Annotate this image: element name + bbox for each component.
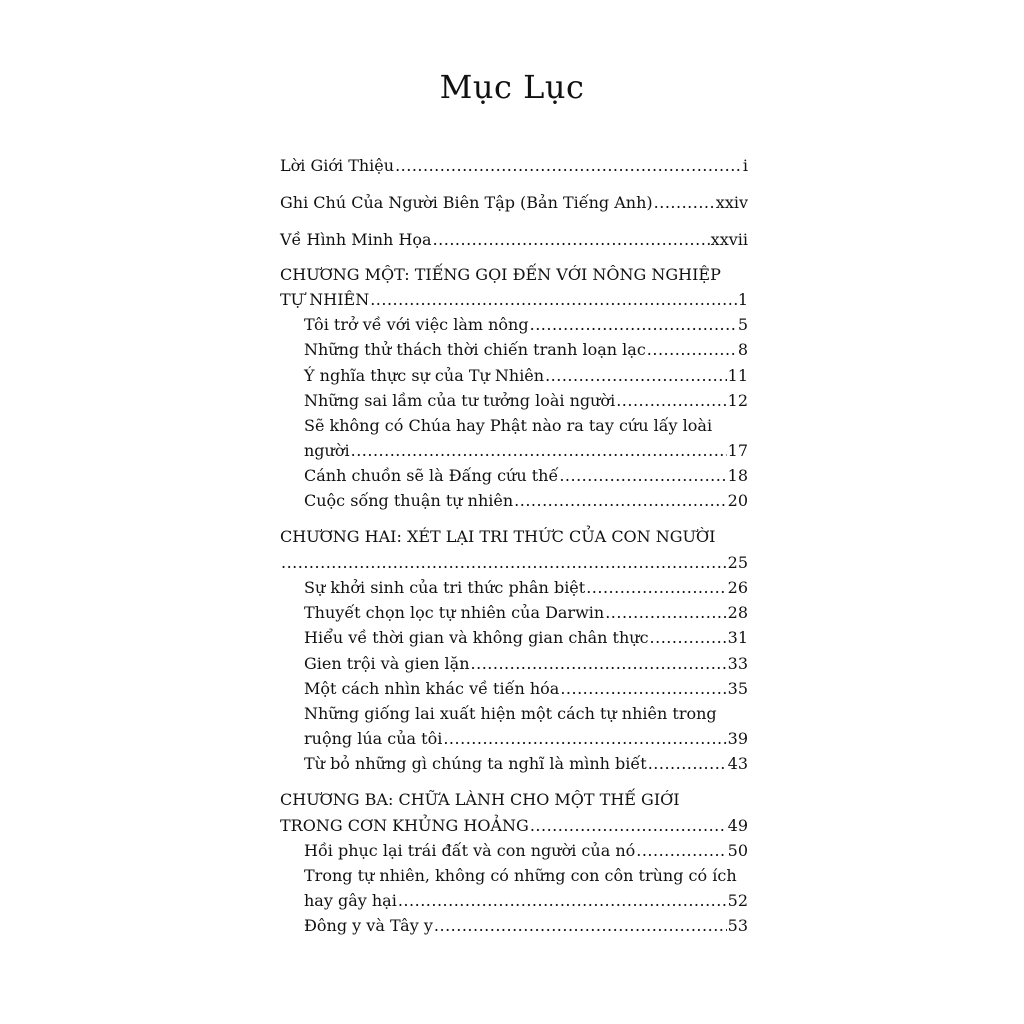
- toc-entry-page: 25: [727, 553, 748, 572]
- leader-dots: [395, 156, 742, 176]
- toc-entry-page: 12: [727, 391, 748, 410]
- leader-dots: [434, 916, 727, 936]
- chapter-2-heading[interactable]: CHƯƠNG HAI: XÉT LẠI TRI THỨC CỦA CON NGƯỜI: [280, 527, 716, 546]
- toc-entry-text: Về Hình Minh Họa: [280, 230, 432, 249]
- toc-entry-text: Cánh chuồn sẽ là Đấng cứu thế: [304, 466, 559, 485]
- leader-dots: [605, 603, 726, 623]
- toc-entry-page: 20: [727, 491, 748, 510]
- toc-entry-text: Hiểu về thời gian và không gian chân thực: [304, 628, 649, 647]
- chapter-3-heading[interactable]: CHƯƠNG BA: CHỮA LÀNH CHO MỘT THẾ GIỚI: [280, 790, 680, 809]
- toc-section[interactable]: [304, 340, 748, 360]
- toc-section[interactable]: [304, 841, 748, 861]
- leader-dots: [654, 193, 715, 213]
- toc-entry-text: Đông y và Tây y: [304, 916, 433, 935]
- chapter-1-heading[interactable]: CHƯƠNG MỘT: TIẾNG GỌI ĐẾN VỚI NÔNG NGHIỆP: [280, 265, 721, 284]
- toc-section[interactable]: [304, 916, 748, 936]
- toc-section[interactable]: Sẽ không có Chúa hay Phật nào ra tay cứu lấy loài: [304, 416, 713, 435]
- toc-entry-text: TRONG CƠN KHỦNG HOẢNG: [280, 816, 529, 835]
- toc-entry-editor-note[interactable]: [280, 193, 748, 213]
- toc-entry-text: Sự khởi sinh của tri thức phân biệt: [304, 578, 586, 597]
- toc-entry-text: Từ bỏ những gì chúng ta nghĩ là mình biết: [304, 754, 647, 773]
- toc-entry-text: Lời Giới Thiệu: [280, 156, 395, 175]
- toc-section-cont[interactable]: [304, 891, 748, 911]
- toc-entry-illustrations[interactable]: [280, 230, 748, 250]
- toc-entry-text: Ý nghĩa thực sự của Tự Nhiên: [304, 366, 545, 385]
- toc-entry-page: 11: [727, 366, 748, 385]
- leader-dots: [530, 816, 727, 836]
- leader-dots: [560, 679, 726, 699]
- leader-dots: [586, 578, 726, 598]
- toc-entry-page: 26: [727, 578, 748, 597]
- chapter-3-heading-cont[interactable]: [280, 816, 748, 836]
- toc-entry-page: 33: [727, 654, 748, 673]
- toc-section[interactable]: [304, 578, 748, 598]
- toc-entry-page: 17: [727, 441, 748, 460]
- toc-entry-text: ruộng lúa của tôi: [304, 729, 443, 748]
- toc-entry-page: 8: [737, 340, 748, 359]
- toc-entry-page: 5: [737, 315, 748, 334]
- toc-entry-text: Thuyết chọn lọc tự nhiên của Darwin: [304, 603, 605, 622]
- leader-dots: [398, 891, 727, 911]
- leader-dots: [650, 628, 727, 648]
- toc-section[interactable]: [304, 628, 748, 648]
- toc-entry-text: Hồi phục lại trái đất và con người của nó: [304, 841, 636, 860]
- toc-entry-page: 53: [727, 916, 748, 935]
- chapter-2-heading-cont[interactable]: [280, 553, 748, 573]
- toc-entry-page: 49: [727, 816, 748, 835]
- toc-section[interactable]: [304, 754, 748, 774]
- toc-section[interactable]: Trong tự nhiên, không có những con côn trùng có ích: [304, 866, 737, 885]
- toc-entry-page: xxvii: [710, 230, 748, 249]
- toc-section[interactable]: [304, 366, 748, 386]
- leader-dots: [514, 491, 726, 511]
- toc-entry-page: xxiv: [715, 193, 748, 212]
- toc-entry-page: 43: [727, 754, 748, 773]
- leader-dots: [559, 466, 726, 486]
- toc-entry-text: Gien trội và gien lặn: [304, 654, 470, 673]
- toc-section-cont[interactable]: [304, 441, 748, 461]
- toc-entry-page: 39: [727, 729, 748, 748]
- toc-entry-page: 1: [737, 290, 748, 309]
- toc-section-cont[interactable]: [304, 729, 748, 749]
- leader-dots: [545, 366, 727, 386]
- leader-dots: [281, 553, 727, 573]
- toc-entry-page: 52: [727, 891, 748, 910]
- toc-entry-intro[interactable]: [280, 156, 748, 176]
- toc-entry-text: Những thử thách thời chiến tranh loạn lạc: [304, 340, 646, 359]
- leader-dots: [471, 654, 727, 674]
- leader-dots: [616, 391, 726, 411]
- chapter-1-heading-cont[interactable]: [280, 290, 748, 310]
- leader-dots: [647, 340, 737, 360]
- toc-entry-text: người: [304, 441, 350, 460]
- toc-entry-text: Một cách nhìn khác về tiến hóa: [304, 679, 560, 698]
- toc-section[interactable]: [304, 315, 748, 335]
- leader-dots: [636, 841, 726, 861]
- leader-dots: [370, 290, 737, 310]
- toc-section[interactable]: [304, 491, 748, 511]
- toc-entry-text: TỰ NHIÊN: [280, 290, 370, 309]
- toc-section[interactable]: [304, 679, 748, 699]
- page-title: Mục Lục: [439, 68, 585, 106]
- toc-entry-page: i: [742, 156, 748, 175]
- toc-section[interactable]: Những giống lai xuất hiện một cách tự nhiên trong: [304, 704, 717, 723]
- toc-entry-text: Ghi Chú Của Người Biên Tập (Bản Tiếng Anh): [280, 193, 653, 212]
- leader-dots: [530, 315, 737, 335]
- toc-entry-page: 31: [727, 628, 748, 647]
- toc-entry-page: 35: [727, 679, 748, 698]
- toc-section[interactable]: [304, 603, 748, 623]
- toc-entry-text: Những sai lầm của tư tưởng loài người: [304, 391, 616, 410]
- toc-entry-page: 50: [727, 841, 748, 860]
- toc-entry-text: hay gây hại: [304, 891, 397, 910]
- toc-section[interactable]: [304, 654, 748, 674]
- toc-entry-page: 18: [727, 466, 748, 485]
- leader-dots: [648, 754, 727, 774]
- toc-entry-page: 28: [727, 603, 748, 622]
- toc-section[interactable]: [304, 466, 748, 486]
- toc-entry-text: Cuộc sống thuận tự nhiên: [304, 491, 514, 510]
- leader-dots: [351, 441, 727, 461]
- leader-dots: [443, 729, 726, 749]
- toc-entry-text: Tôi trở về với việc làm nông: [304, 315, 529, 334]
- leader-dots: [433, 230, 710, 250]
- toc-section[interactable]: [304, 391, 748, 411]
